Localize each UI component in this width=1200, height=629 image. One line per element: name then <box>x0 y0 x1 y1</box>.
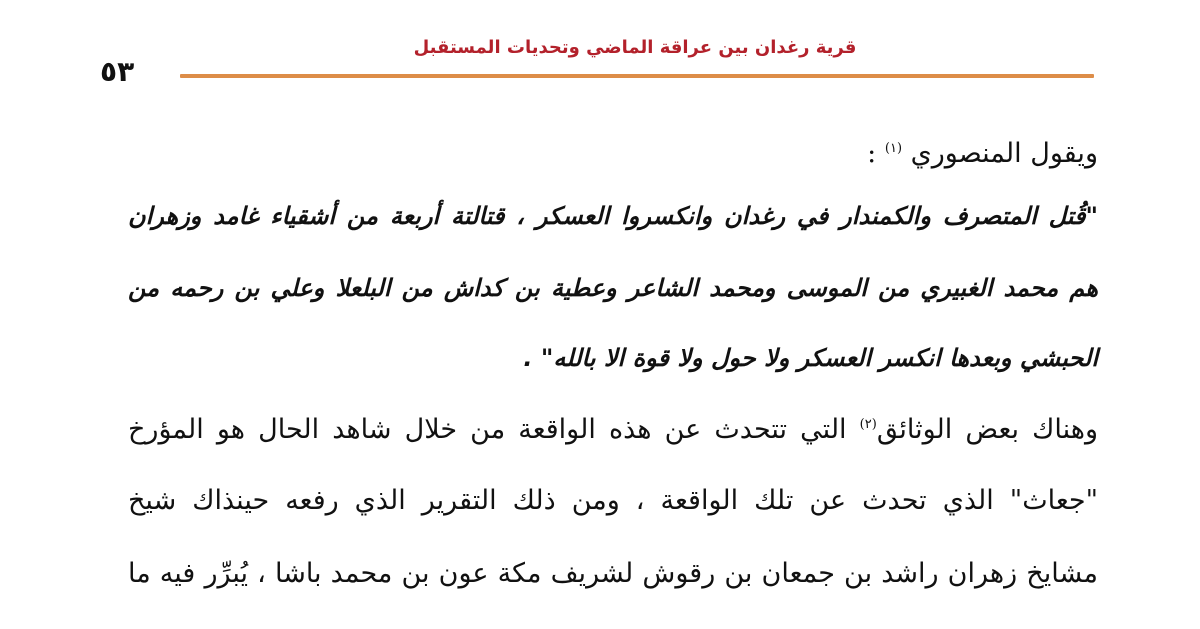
quote-line-1: "قُتل المتصرف والكمندار في رغدان وانكسروا العسكر ، قتالتة أربعة من أشقياء غامد وزهران <box>128 202 1098 230</box>
intro-line <box>128 134 1098 174</box>
paragraph-line-3: مشايخ زهران راشد بن جمعان بن رقوش لشريف مكة عون بن محمد باشا ، يُبرِّر فيه ما <box>128 558 1098 589</box>
page-number: ٥٣ <box>100 55 135 88</box>
footnote-ref-2: (٢) <box>859 417 877 432</box>
paragraph-line-2: "جعاث" الذي تحدث عن تلك الواقعة ، ومن ذلك التقرير الذي رفعه حينذاك شيخ <box>128 485 1098 516</box>
paragraph-line-1-end: التي تتحدث عن هذه الواقعة من خلال شاهد الحال هو المؤرخ <box>128 414 860 445</box>
footnote-ref-1: (١) <box>884 141 903 156</box>
paragraph-line-1 <box>128 410 1098 450</box>
header-divider <box>180 74 1094 78</box>
quote-line-2: هم محمد الغبيري من الموسى ومحمد الشاعر وعطية بن كداش من البلعلا وعلي بن رحمه من <box>128 274 1098 302</box>
quote-line-3: الحبشي وبعدها انكسر العسكر ولا حول ولا قوة الا بالله" . <box>523 344 1098 372</box>
paragraph-line-1-start: وهناك بعض الوثائق <box>876 414 1098 445</box>
intro-text: ويقول المنصوري <box>910 138 1098 169</box>
running-header-title: قرية رغدان بين عراقة الماضي وتحديات المستقبل <box>413 37 857 58</box>
intro-colon: : <box>867 138 877 169</box>
